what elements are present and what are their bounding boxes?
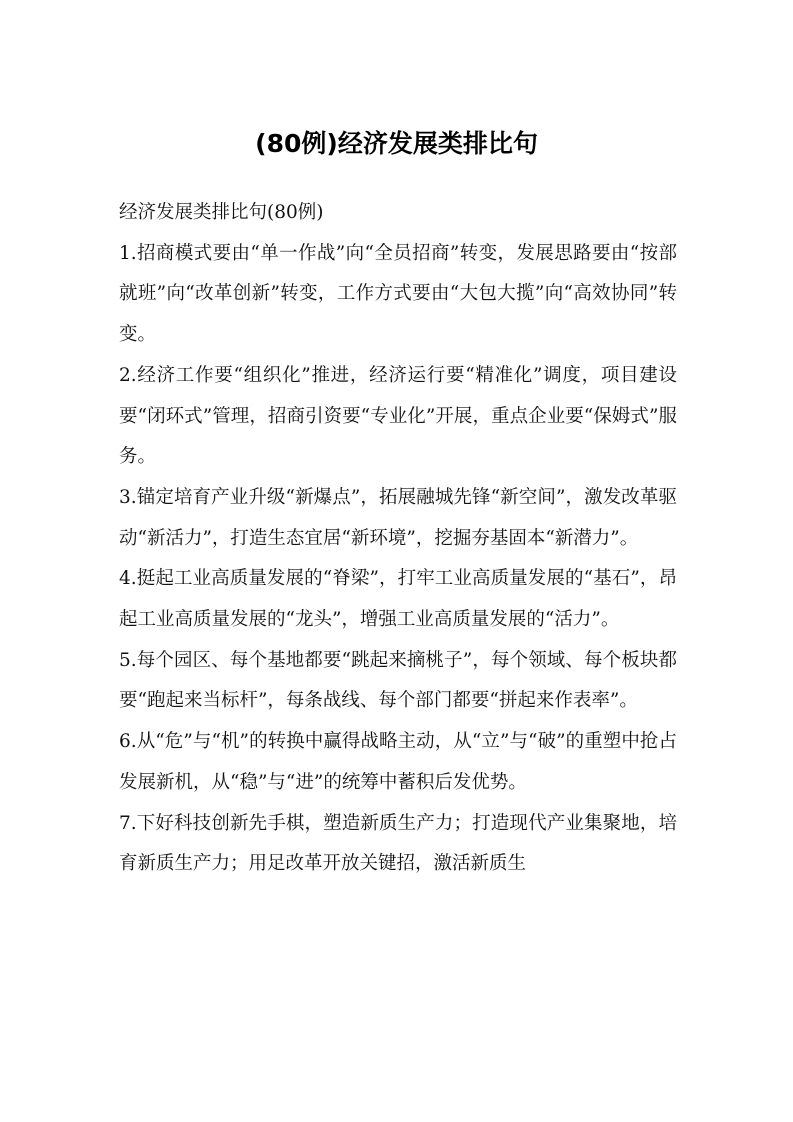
document-title: (80例)经济发展类排比句 xyxy=(255,129,538,158)
sentence-item: 3.锚定培育产业升级“新爆点”，拓展融城先锋“新空间”，激发改革驱动“新活力”，打造生态宜居“新环境”，挖掘夯基固本“新潜力”。 xyxy=(119,486,678,549)
document-subtitle: 经济发展类排比句(80例) xyxy=(119,202,324,223)
sentence-item: 5.每个园区、每个基地都要“跳起来摘桃子”，每个领域、每个板块都要“跑起来当标杆”，每条战线、每个部门都要“拼起来作表率”。 xyxy=(119,649,677,712)
sentence-item: 1.招商模式要由“单一作战”向“全员招商”转变，发展思路要由“按部就班”向“改革创新”转变，工作方式要由“大包大揽”向“高效协同”转变。 xyxy=(119,242,677,346)
sentence-item: 4.挺起工业高质量发展的“脊梁”，打牢工业高质量发展的“基石”，昂起工业高质量发展的“龙头”，增强工业高质量发展的“活力”。 xyxy=(119,568,677,631)
sentence-item: 7.下好科技创新先手棋，塑造新质生产力；打造现代产业集聚地，培育新质生产力；用足改革开放关键招，激活新质生 xyxy=(119,812,677,875)
sentence-list xyxy=(119,234,677,885)
document-body xyxy=(119,193,677,885)
sentence-item: 6.从“危”与“机”的转换中赢得战略主动，从“立”与“破”的重塑中抢占发展新机，从“稳”与“进”的统筹中蓄积后发优势。 xyxy=(119,731,677,793)
sentence-item: 2.经济工作要“组织化”推进，经济运行要“精准化”调度，项目建设要“闭环式”管理，招商引资要“专业化”开展，重点企业要“保姆式”服务。 xyxy=(119,364,677,468)
